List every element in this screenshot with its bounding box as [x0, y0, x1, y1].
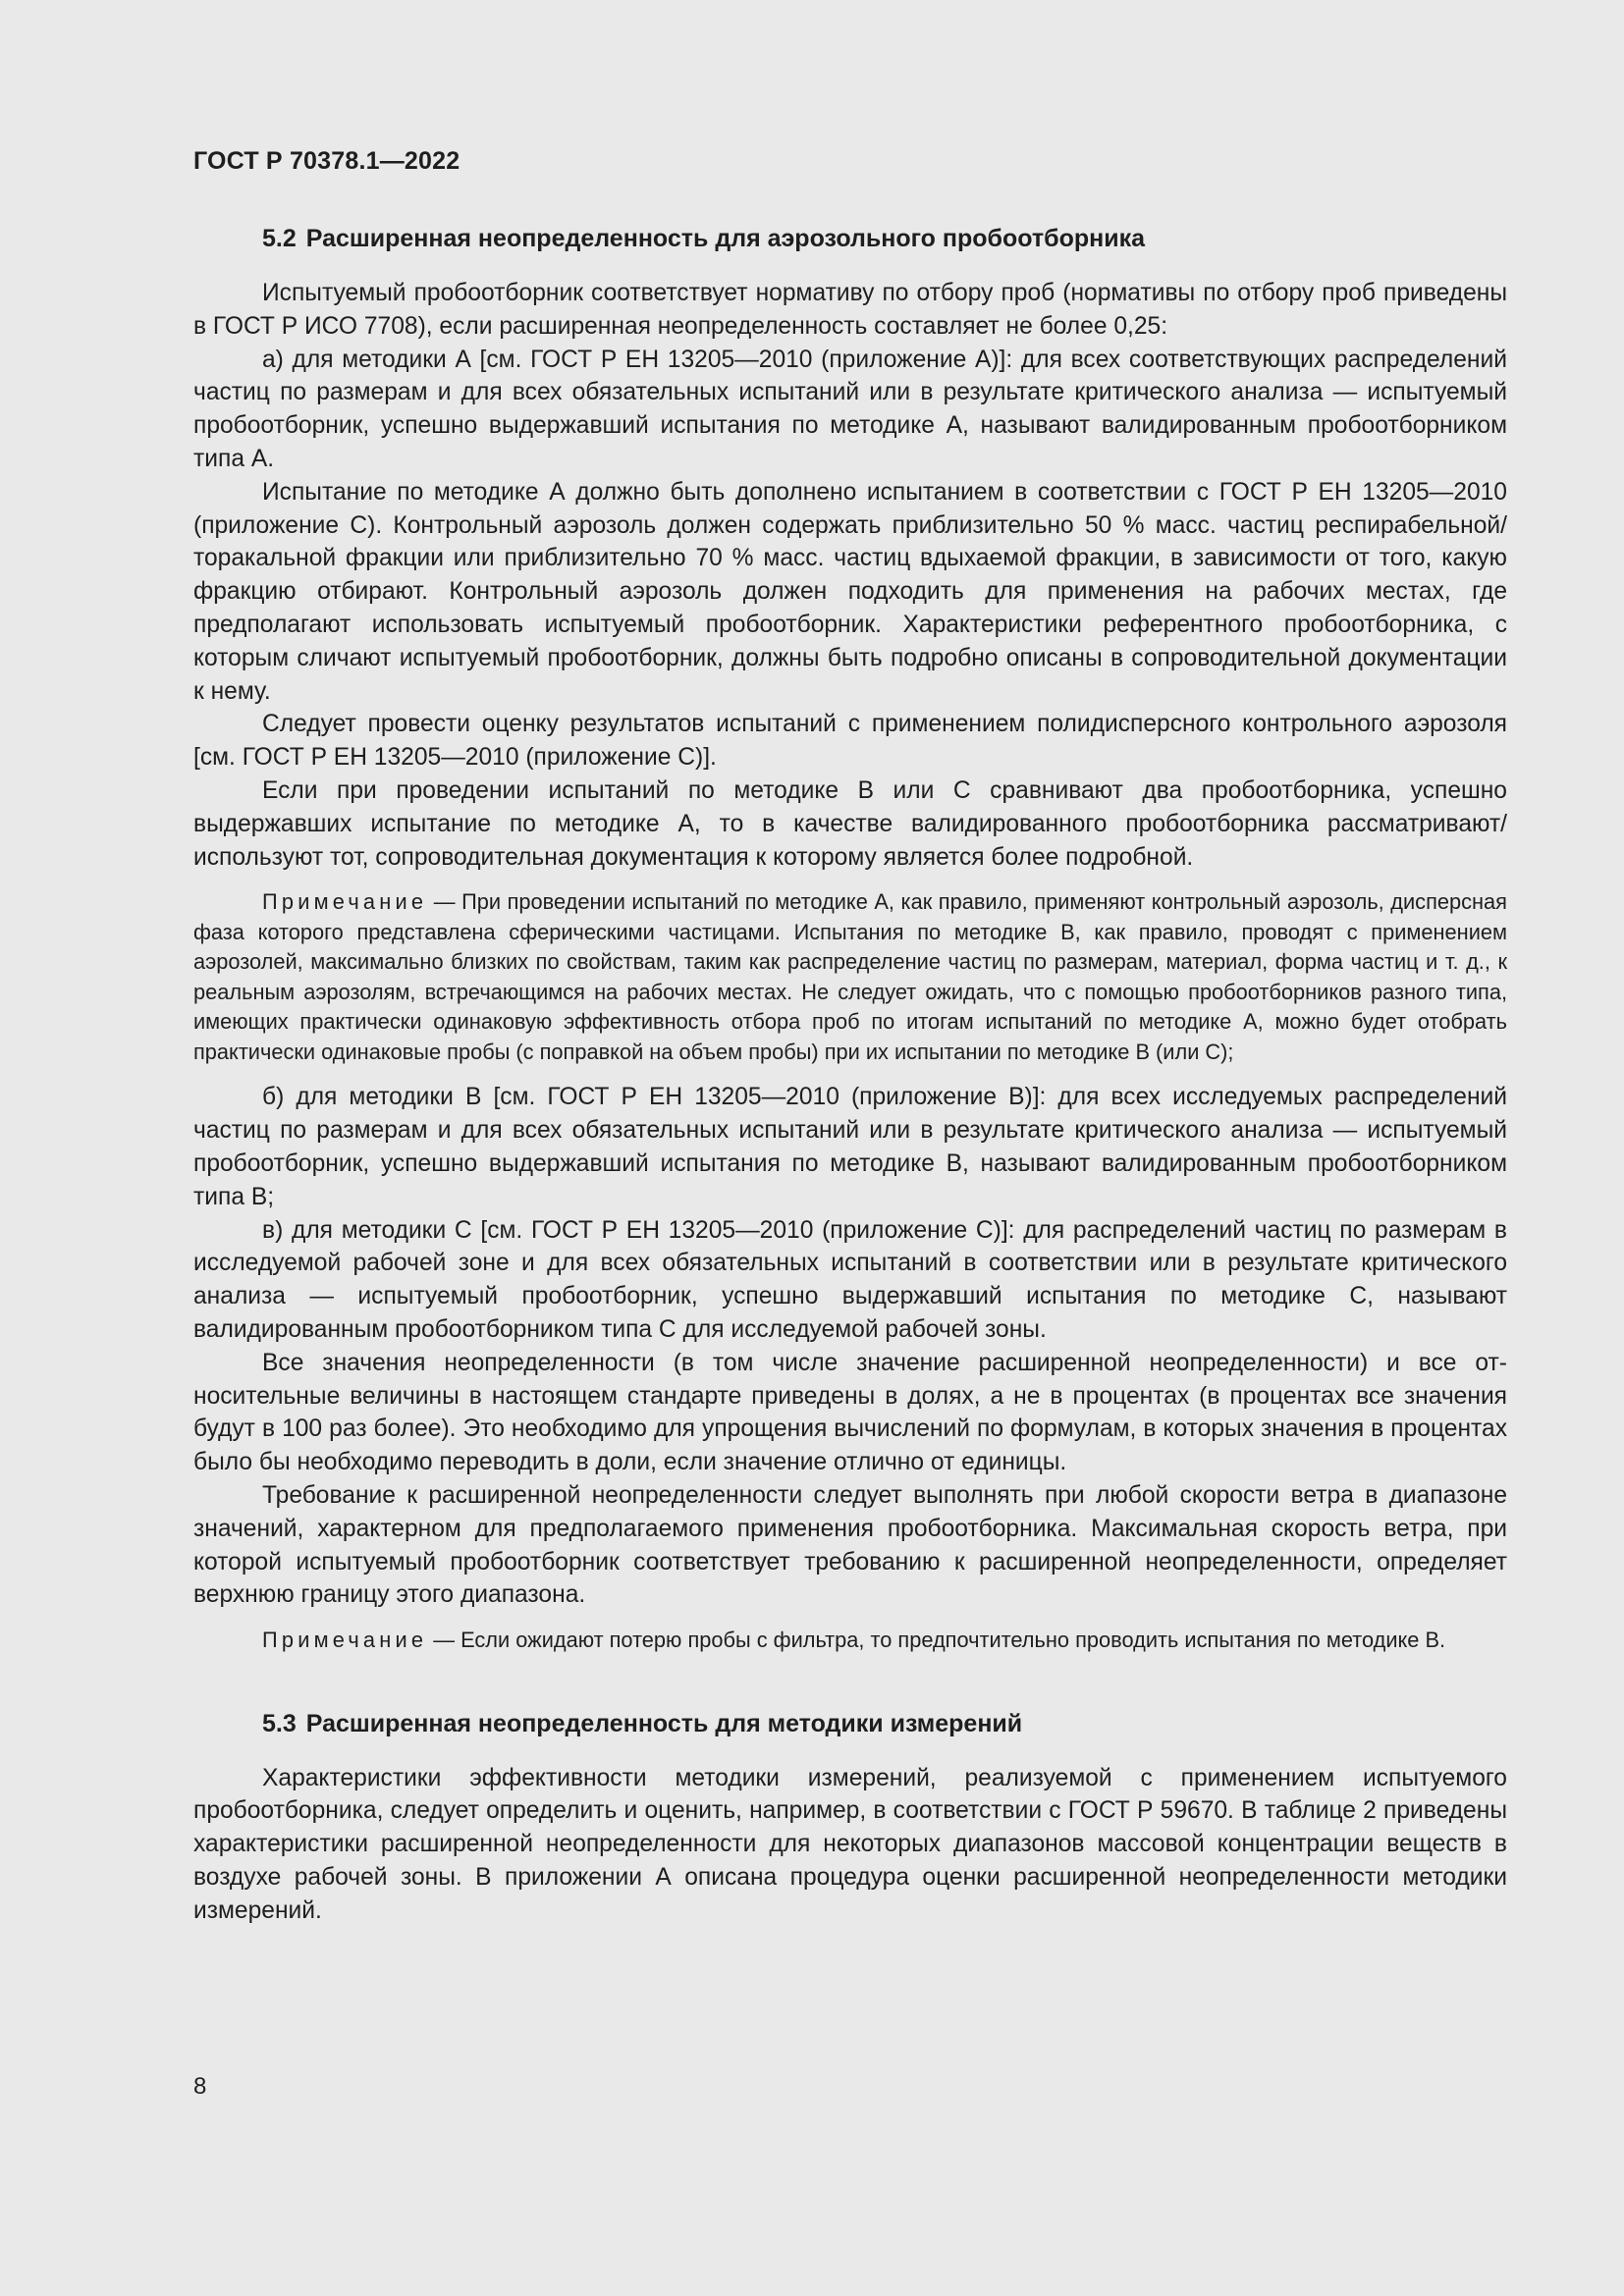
list-item-c: в) для методики С [см. ГОСТ Р ЕН 13205—2010 (приложение С)]: для распределений частиц по размерам в исследуемой рабочей зоне и для всех обязательных испытаний в соответствии или в результате критического анализа — испытуемый пробоотборник, успешно выдержавший испытания по методике С, называют валидированным пробоотборником типа С для исследуемой рабочей зоны.: [193, 1216, 1507, 1343]
note-label: Примечание: [262, 889, 428, 915]
section-number: 5.3: [262, 1709, 297, 1737]
note-text: При проведении испытаний по методике А, как правило, применяют контрольный аэрозоль, дисперсная фаза которого представлена сферическими частицами. Испытания по методике В, как правило, проводят с применением аэрозолей, максимально близких по свойствам, таким как распределение частиц по размерам, материал, форма частиц и т. д., к реальным аэрозолям, встречающимся на рабочих местах. Не следует ожидать, что с помощью пробоотборников разного типа, имеющих практически одинаковую эффективность отбора проб по итогам испытаний по методике А, можно будет отобрать практически одинаковые пробы (с поправкой на объем пробы) при их испытании по методике В (или С);: [193, 889, 1507, 1064]
section-number: 5.2: [262, 225, 297, 252]
section-title: Расширенная неопределенность для аэрозольного пробоотборника: [305, 225, 1146, 252]
list-item-a: а) для методики А [см. ГОСТ Р ЕН 13205—2010 (приложение А)]: для всех соответствующих распределений частиц по размерам и для всех обязательных испытаний или в результате критического анализа — испытуемый пробоотборник, успешно выдержавший испытания по методике А, называют валидированным пробоотборником типа А.: [193, 346, 1507, 472]
section-heading-5-2: [193, 222, 1507, 255]
note-block: [193, 1626, 1507, 1656]
list-item-b: б) для методики В [см. ГОСТ Р ЕН 13205—2010 (приложение В)]: для всех исследуемых распределений частиц по размерам и для всех обязательных испытаний или в результате критического анализа — испытуемый пробоотборник, успешно выдержавший испытания по методике В, называют валидированным пробоотборником типа В;: [193, 1084, 1507, 1210]
note-label: Примечание: [262, 1628, 428, 1653]
note-block: [193, 887, 1507, 1067]
page-number: 8: [193, 2073, 207, 2100]
section-heading-5-3: [193, 1707, 1507, 1740]
note-dash: —: [427, 1628, 461, 1653]
paragraph: Все значения неопределенности (в том числе значение расширенной неопределенности) и все относительные величины в настоящем стандарте приведены в долях, а не в процентах (в процентах все значения будут в 100 раз более). Это необходимо для упрощения вычислений по формулам, в которых значения в процентах было бы необходимо переводить в доли, если значение отлично от единицы.: [193, 1349, 1507, 1476]
section-title: Расширенная неопределенность для методики измерений: [305, 1709, 1023, 1737]
paragraph: Испытуемый пробоотборник соответствует нормативу по отбору проб (нормативы по отбору проб приведены в ГОСТ Р ИСО 7708), если расширенная неопределенность составляет не более 0,25:: [193, 280, 1507, 340]
page-body: [193, 222, 1507, 1928]
paragraph: Требование к расширенной неопределенности следует выполнять при любой скорости ветра в диапазоне значений, характерном для предполагаемого применения пробоотборника. Максимальная скорость ветра, при которой испытуемый пробоотборник соответствует требованию к расширенной неопределенности, определяет верхнюю границу этого диапазона.: [193, 1481, 1507, 1609]
note-text: Если ожидают потерю пробы с фильтра, то предпочтительно проводить испытания по методике В.: [460, 1628, 1446, 1653]
paragraph: Испытание по методике А должно быть дополнено испытанием в соответствии с ГОСТ Р ЕН 13205—2010 (приложение С). Контрольный аэрозоль должен содержать приблизительно 50 % масс. частиц респирабельной/торакальной фракции или приблизительно 70 % масс. частиц вдыхаемой фракции, в зависимости от того, какую фракцию отбирают. Контрольный аэрозоль должен подходить для применения на рабочих местах, где предполагают использовать испытуемый пробоотборник. Характеристики референтного пробоотборника, с которым сличают испытуемый пробоотборник, должны быть подробно описаны в сопроводительной документации к нему.: [193, 478, 1507, 705]
section-spacer: [193, 1670, 1507, 1707]
paragraph: Следует провести оценку результатов испытаний с применением полидисперсного контрольного аэрозоля [см. ГОСТ Р ЕН 13205—2010 (приложение С)].: [193, 711, 1507, 772]
paragraph: Если при проведении испытаний по методике В или С сравнивают два пробоотборника, успешно выдержавших испытание по методике А, то в качестве валидированного пробоотборника рассматривают/используют тот, сопроводительная документация к которому является более подробной.: [193, 776, 1507, 871]
document-header: ГОСТ Р 70378.1—2022: [193, 147, 460, 175]
note-dash: —: [427, 889, 462, 915]
paragraph: Характеристики эффективности методики измерений, реализуемой с применением испытуемого пробоотборника, следует определить и оценить, например, в соответствии с ГОСТ Р 59670. В таблице 2 приведены характеристики расширенной неопределенности для некоторых диапазонов массовой концентрации веществ в воздухе рабочей зоны. В приложении А описана процедура оценки расширенной неопределенности методики измерений.: [193, 1764, 1507, 1924]
